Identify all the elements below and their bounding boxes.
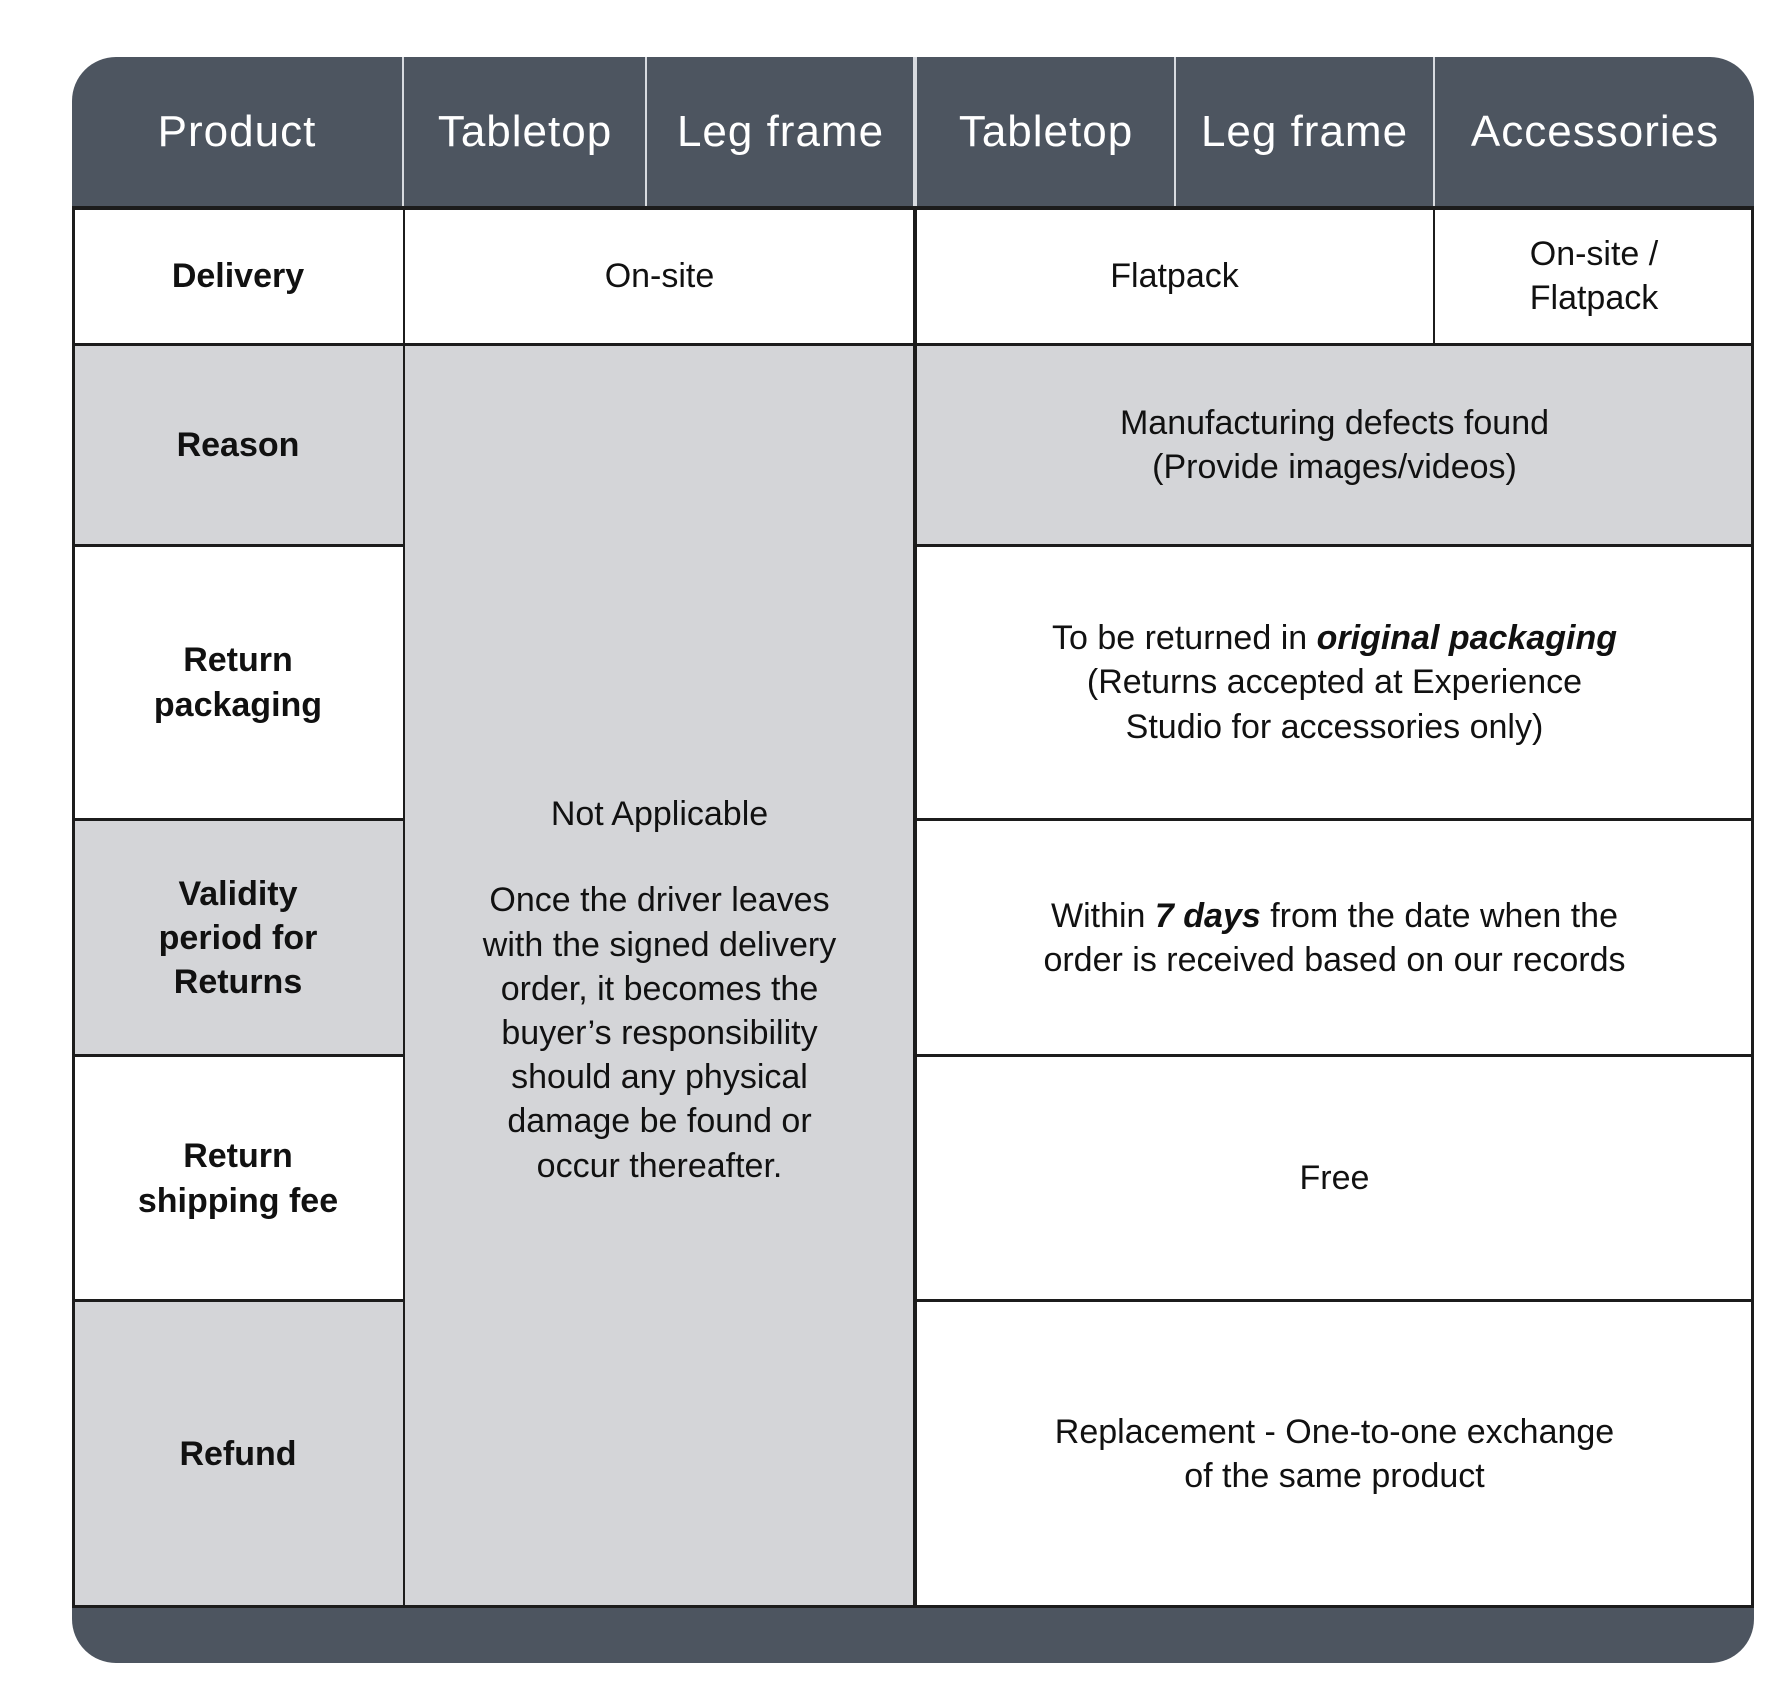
not-applicable-line: should any physical [511,1058,808,1097]
row-label-reason [72,345,404,545]
return-packaging-label-line: Return [183,641,293,680]
delivery-label-text: Delivery [171,256,305,295]
row-label-validity [72,820,404,1056]
grid-line [915,1054,1754,1057]
header-tabletop-flatpack-label: Tabletop [958,107,1134,156]
validity-value [915,820,1754,1056]
validity-pre: Within [1051,896,1155,935]
reason-value-line: Manufacturing defects found [1119,403,1550,442]
refund-label-text: Refund [179,1434,297,1473]
delivery-accessories-line: On-site / [1529,234,1659,273]
delivery-flatpack [915,207,1434,345]
return-packaging-value-line: Studio for accessories only) [1125,707,1544,746]
header-tabletop-onsite [405,57,645,207]
validity-emphasis: 7 days [1154,896,1261,935]
header-divider [402,57,404,207]
grid-line [1433,207,1435,345]
grid-line [915,1299,1754,1302]
grid-line [72,206,1754,210]
refund-value [915,1301,1754,1607]
header-product-label: Product [157,107,317,156]
not-applicable-line: buyer’s responsibility [501,1014,818,1052]
grid-line [72,343,1754,346]
onsite-not-applicable [404,345,915,1607]
grid-line [72,1605,1754,1608]
shipping-label-line: Return [183,1137,293,1176]
grid-line [72,1054,405,1057]
validity-value-line [1051,894,1618,938]
return-packaging-value [915,545,1754,820]
grid-line [72,1299,405,1302]
row-label-return-shipping [72,1056,404,1301]
validity-label-line: period for [158,918,318,957]
grid-line [72,818,405,821]
header-divider [1174,57,1176,207]
header-legframe-onsite-label: Leg frame [676,107,885,156]
delivery-onsite [404,207,915,345]
return-packaging-label-line: packaging [153,685,323,724]
header-tabletop-flatpack [918,57,1174,207]
row-label-refund [72,1301,404,1607]
return-packaging-emphasis: original packaging [1316,619,1617,658]
shipping-value-text: Free [1299,1159,1370,1198]
grid-line [915,544,1754,547]
not-applicable-line: order, it becomes the [500,969,819,1008]
validity-label-line: Validity [178,874,298,913]
delivery-flatpack-text: Flatpack [1110,256,1239,295]
header-legframe-onsite [648,57,913,207]
header-divider [645,57,647,207]
return-packaging-value-line [1052,616,1617,660]
grid-line [913,207,917,1607]
header-legframe-flatpack [1177,57,1432,207]
shipping-label-line: shipping fee [137,1181,339,1220]
not-applicable-line: occur thereafter. [536,1146,783,1185]
not-applicable-line: Once the driver leaves [489,881,830,920]
grid-line [72,544,405,547]
validity-post: from the date when the [1260,896,1618,935]
not-applicable-title: Not Applicable [550,795,769,834]
row-label-delivery [72,207,404,345]
header-accessories-label: Accessories [1470,107,1720,156]
delivery-accessories-line: Flatpack [1529,279,1659,317]
return-packaging-pre: To be returned in [1051,619,1317,658]
row-label-return-packaging [72,545,404,820]
not-applicable-line: damage be found or [507,1102,812,1141]
grid-line [915,818,1754,821]
grid-line [403,207,405,1607]
return-shipping-value [915,1056,1754,1301]
refund-value-line: of the same product [1184,1457,1485,1495]
reason-value [915,345,1754,545]
refund-value-line: Replacement - One-to-one exchange [1054,1412,1615,1451]
header-divider [913,57,917,207]
header-tabletop-onsite-label: Tabletop [437,107,613,156]
grid-line [1751,207,1754,1607]
validity-value-line: order is received based on our records [1043,941,1626,979]
reason-label-text: Reason [176,425,300,464]
validity-label-line: Returns [173,963,303,1002]
delivery-onsite-text: On-site [604,256,715,295]
header-legframe-flatpack-label: Leg frame [1200,107,1409,156]
reason-value-line: (Provide images/videos) [1152,448,1517,486]
not-applicable-line: with the signed delivery [482,925,837,964]
grid-line [72,207,75,1607]
header-divider [1433,57,1435,207]
header-product [72,57,402,207]
header-accessories [1436,57,1754,207]
delivery-accessories [1434,207,1754,345]
return-packaging-value-line: (Returns accepted at Experience [1086,663,1583,702]
